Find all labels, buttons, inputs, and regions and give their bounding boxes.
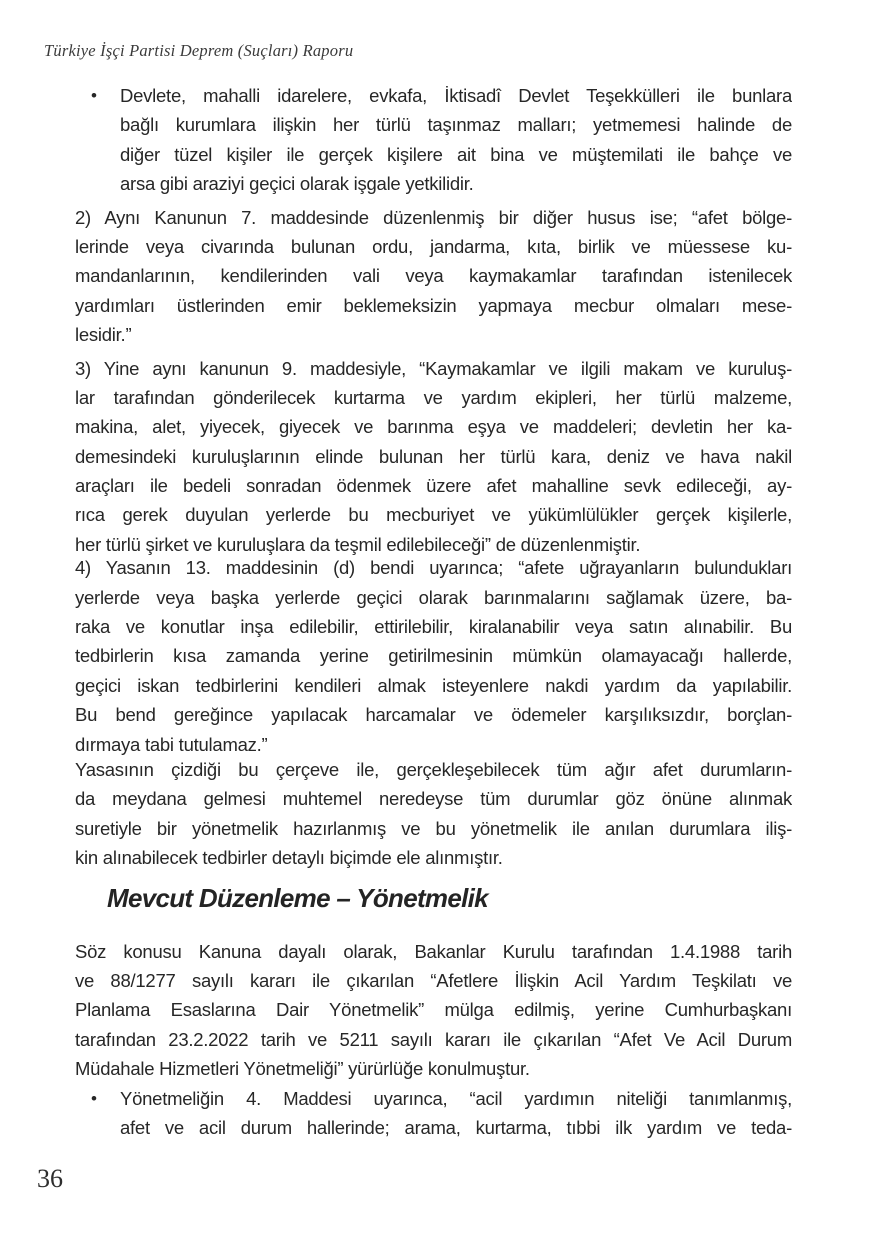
text-line: bağlı kurumlara ilişkin her türlü taşınmaz malları; yetmemesi halinde de xyxy=(120,114,792,136)
text-line: mandanlarının, kendilerinden vali veya kaymakamlar tarafından istenilecek xyxy=(75,265,792,287)
paragraph-madde-9 xyxy=(75,354,792,560)
running-header-title: Türkiye İşçi Partisi Deprem (Suçları) Raporu xyxy=(44,41,354,60)
bullet-item-devlete xyxy=(75,81,792,199)
text-line: demesindeki kuruluşlarının elinde bulunan her türlü kara, deniz ve hava nakil xyxy=(75,445,792,467)
text-line: da meydana gelmesi muhtemel neredeyse tüm durumlar göz önüne alınmak xyxy=(75,788,792,810)
bullet-item-yonetmelik-madde-4 xyxy=(75,1084,792,1143)
paragraph-yonetmelik xyxy=(75,937,792,1084)
page-number: 36 xyxy=(37,1164,63,1193)
text-line: 2) Aynı Kanunun 7. maddesinde düzenlenmiş bir diğer husus ise; “afet bölge- xyxy=(75,206,792,228)
text-line: lar tarafından gönderilecek kurtarma ve yardım ekipleri, her türlü malzeme, xyxy=(75,386,792,408)
bullet-marker-icon: • xyxy=(91,1088,97,1108)
text-line: yardımları üstlerinden emir beklemeksizin yapmaya mecbur olmaları mese- xyxy=(75,294,792,316)
text-line: dırmaya tabi tutulamaz.” xyxy=(75,733,268,755)
bullet-text xyxy=(120,1084,792,1143)
text-line: lesidir.” xyxy=(75,324,132,346)
text-line: kin alınabilecek tedbirler detaylı biçimde ele alınmıştır. xyxy=(75,847,503,869)
text-line: tedbirlerin kısa zamanda yerine getirilmesinin mümkün olamayacağı hallerde, xyxy=(75,645,792,667)
document-content xyxy=(75,81,792,1146)
text-line: yerlerde veya başka yerlerde geçici olarak barınmalarını sağlamak üzere, ba- xyxy=(75,586,792,608)
text-line: tarafından 23.2.2022 tarih ve 5211 sayılı kararı ile çıkarılan “Afet Ve Acil Durum xyxy=(75,1028,792,1050)
text-line: lerinde veya civarında bulunan ordu, jandarma, kıta, birlik ve müessese ku- xyxy=(75,235,792,257)
text-line: makina, alet, yiyecek, giyecek ve barınma eşya ve maddeleri; devletin her ka- xyxy=(75,416,792,438)
text-line: araçları ile bedeli sonradan ödenmek üzere afet mahalline sevk edileceği, ay- xyxy=(75,475,792,497)
text-line: Devlete, mahalli idarelere, evkafa, İktisadî Devlet Teşekkülleri ile bunlara xyxy=(120,85,792,106)
text-line: Yasasının çizdiği bu çerçeve ile, gerçekleşebilecek tüm ağır afet durumların- xyxy=(75,758,792,780)
text-line: Söz konusu Kanuna dayalı olarak, Bakanlar Kurulu tarafından 1.4.1988 tarih xyxy=(75,940,792,962)
text-line: afet ve acil durum hallerinde; arama, kurtarma, tıbbi ilk yardım ve teda- xyxy=(120,1116,792,1138)
text-line: Planlama Esaslarına Dair Yönetmelik” mülga edilmiş, yerine Cumhurbaşkanı xyxy=(75,999,792,1021)
text-line: her türlü şirket ve kuruluşlara da teşmil edilebileceği” de düzenlenmiştir. xyxy=(75,533,641,555)
text-line: suretiyle bir yönetmelik hazırlanmış ve bu yönetmelik ile anılan durumlara iliş- xyxy=(75,817,792,839)
text-line: geçici iskan tedbirlerini kendileri almak isteyenlere nakdi yardım da yapılabilir. xyxy=(75,674,792,696)
text-line: 4) Yasanın 13. maddesinin (d) bendi uyarınca; “afete uğrayanların bulundukları xyxy=(75,557,792,579)
text-line: rıca gerek duyulan yerlerde bu mecburiyet ve yükümlülükler gerçek kişilerle, xyxy=(75,504,792,526)
text-line: Müdahale Hizmetleri Yönetmeliği” yürürlüğe konulmuştur. xyxy=(75,1058,530,1080)
text-line: Yönetmeliğin 4. Maddesi uyarınca, “acil yardımın niteliği tanımlanmış, xyxy=(120,1087,792,1109)
paragraph-madde-7 xyxy=(75,203,792,350)
bullet-marker-icon: • xyxy=(91,86,97,105)
text-line: ve 88/1277 sayılı kararı ile çıkarılan “Afetlere İlişkin Acil Yardım Teşkilatı ve xyxy=(75,969,792,991)
text-line: diğer tüzel kişiler ile gerçek kişilere ait bina ve müştemilati ile bahçe ve xyxy=(120,143,792,165)
text-line: 3) Yine aynı kanunun 9. maddesiyle, “Kaymakamlar ve ilgili makam ve kuruluş- xyxy=(75,357,792,379)
text-line: arsa gibi araziyi geçici olarak işgale yetkilidir. xyxy=(120,173,474,195)
section-heading: Mevcut Düzenleme – Yönetmelik xyxy=(107,882,488,913)
text-line: Bu bend gereğince yapılacak harcamalar ve ödemeler karşılıksızdır, borçlan- xyxy=(75,704,792,726)
paragraph-yasa-cerceve xyxy=(75,755,792,873)
text-line: raka ve konutlar inşa edilebilir, ettirilebilir, kiralanabilir veya satın alınabilir. Bu xyxy=(75,616,792,638)
paragraph-madde-13 xyxy=(75,553,792,759)
bullet-text xyxy=(120,81,792,199)
